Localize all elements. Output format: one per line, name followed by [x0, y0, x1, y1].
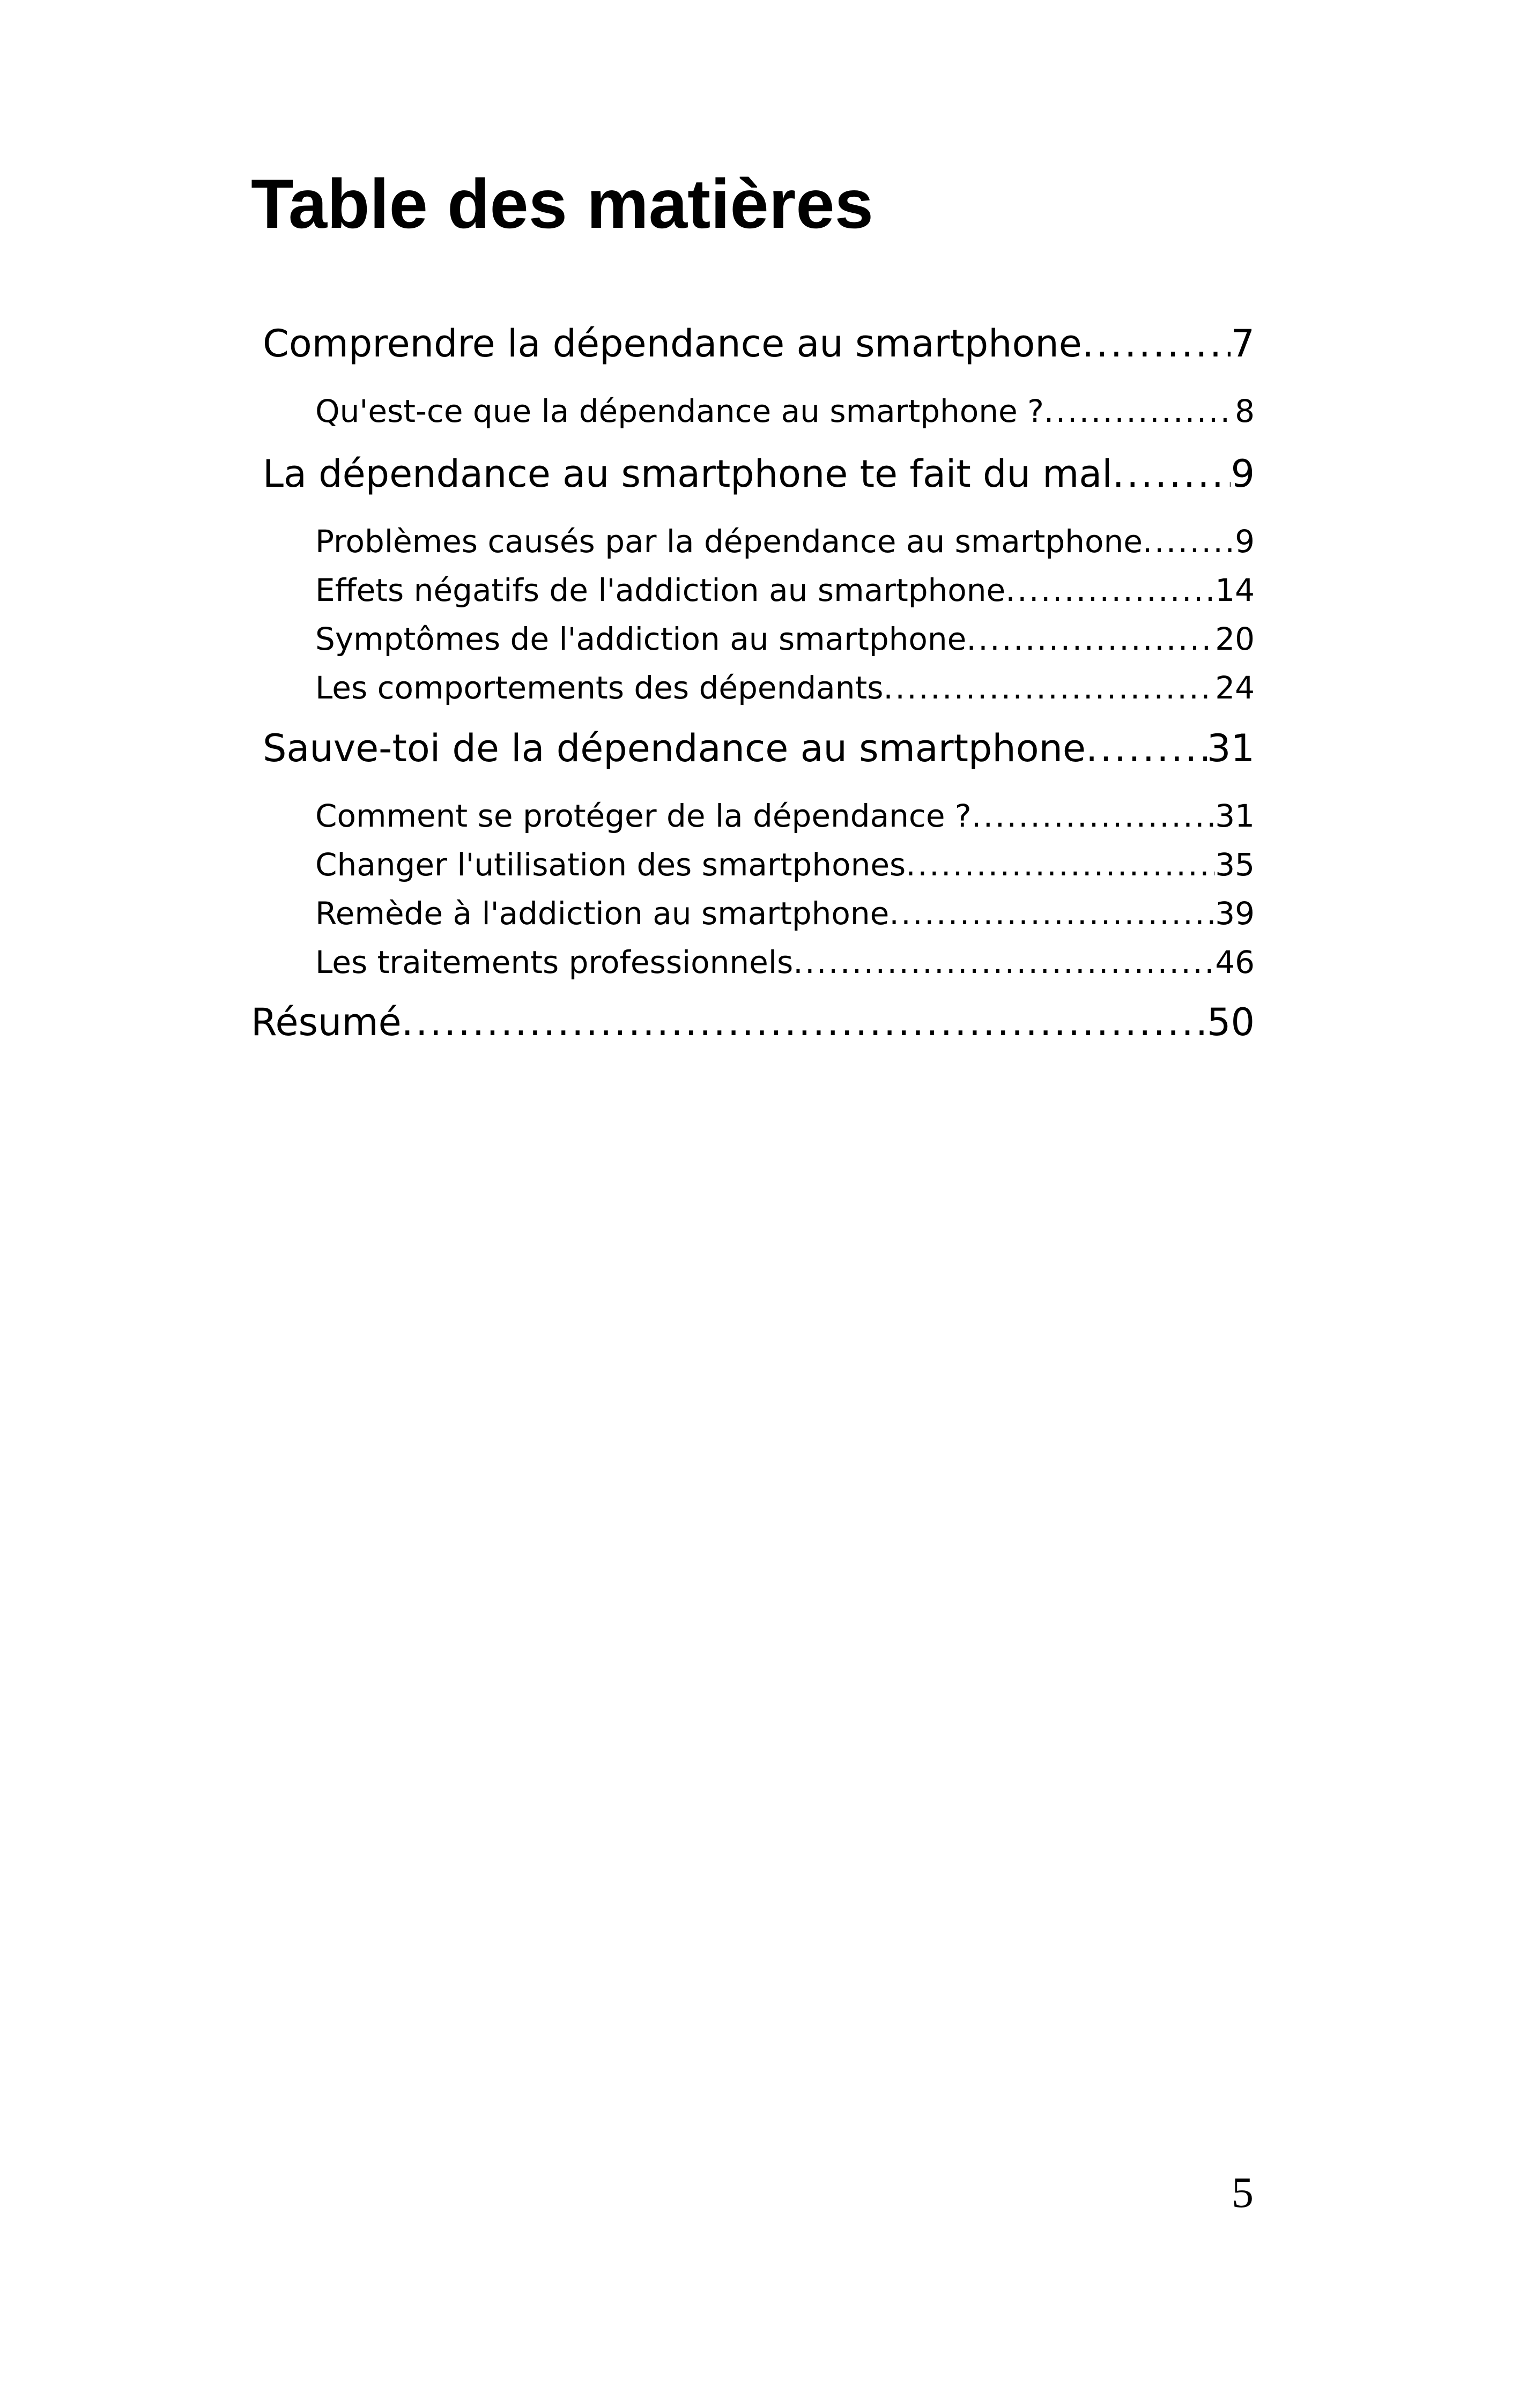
toc-dot-leader [793, 944, 1215, 980]
toc-entry-page: 9 [1235, 523, 1255, 560]
toc-dot-leader [1086, 726, 1207, 770]
toc-entry[interactable] [315, 572, 1255, 608]
toc-entry[interactable] [315, 670, 1255, 706]
toc-entry[interactable] [251, 1000, 1255, 1044]
toc-entry[interactable] [315, 798, 1255, 834]
toc-entry-title: Effets négatifs de l'addiction au smartphone [315, 572, 1006, 608]
toc-entry[interactable] [315, 393, 1255, 429]
toc-entry[interactable] [315, 944, 1255, 980]
toc-dot-leader [972, 798, 1215, 834]
toc-entry[interactable] [263, 452, 1255, 496]
toc-entry-title: Les comportements des dépendants [315, 670, 884, 706]
page-number: 5 [1232, 2168, 1254, 2217]
toc-dot-leader [1005, 572, 1215, 608]
toc-entry[interactable] [315, 895, 1255, 932]
toc-dot-leader [402, 1000, 1207, 1044]
toc-entry-title: La dépendance au smartphone te fait du mal [263, 452, 1113, 496]
toc-entry-page: 24 [1215, 670, 1255, 706]
toc-entry-title: Comment se protéger de la dépendance ? [315, 798, 972, 834]
toc-entry[interactable] [315, 621, 1255, 657]
toc-entry-title: Sauve-toi de la dépendance au smartphone [263, 726, 1086, 770]
toc-entry[interactable] [315, 846, 1255, 883]
toc-entry-page: 31 [1206, 726, 1255, 770]
toc-entry-title: Changer l'utilisation des smartphones [315, 846, 906, 883]
page-title: Table des matières [251, 165, 873, 243]
toc-entry-page: 50 [1206, 1000, 1255, 1044]
toc-dot-leader [1143, 523, 1235, 560]
toc-entry-page: 14 [1215, 572, 1255, 608]
toc-entry-title: Symptômes de l'addiction au smartphone [315, 621, 967, 657]
toc-dot-leader [889, 895, 1215, 932]
toc-entry-title: Comprendre la dépendance au smartphone [263, 322, 1082, 366]
toc-entry-page: 39 [1215, 895, 1255, 932]
toc-dot-leader [906, 846, 1215, 883]
toc-entry-page: 8 [1235, 393, 1255, 429]
toc-entry-title: Problèmes causés par la dépendance au smartphone [315, 523, 1143, 560]
toc-entry[interactable] [263, 726, 1255, 770]
toc-dot-leader [883, 670, 1215, 706]
toc-dot-leader [1044, 393, 1235, 429]
toc-entry-page: 20 [1215, 621, 1255, 657]
toc-entry-page: 46 [1215, 944, 1255, 980]
toc-entry-page: 31 [1215, 798, 1255, 834]
toc-dot-leader [966, 621, 1215, 657]
toc-entry-title: Les traitements professionnels [315, 944, 794, 980]
toc-dot-leader [1113, 452, 1231, 496]
toc-entry-page: 7 [1231, 322, 1255, 366]
toc-dot-leader [1082, 322, 1231, 366]
toc-entry-page: 35 [1215, 846, 1255, 883]
toc-entry[interactable] [315, 523, 1255, 560]
toc-entry-title: Résumé [251, 1000, 402, 1044]
toc-entry[interactable] [263, 322, 1255, 366]
toc-entry-title: Remède à l'addiction au smartphone [315, 895, 890, 932]
toc-entry-title: Qu'est-ce que la dépendance au smartphone ? [315, 393, 1044, 429]
toc-entry-page: 9 [1231, 452, 1255, 496]
